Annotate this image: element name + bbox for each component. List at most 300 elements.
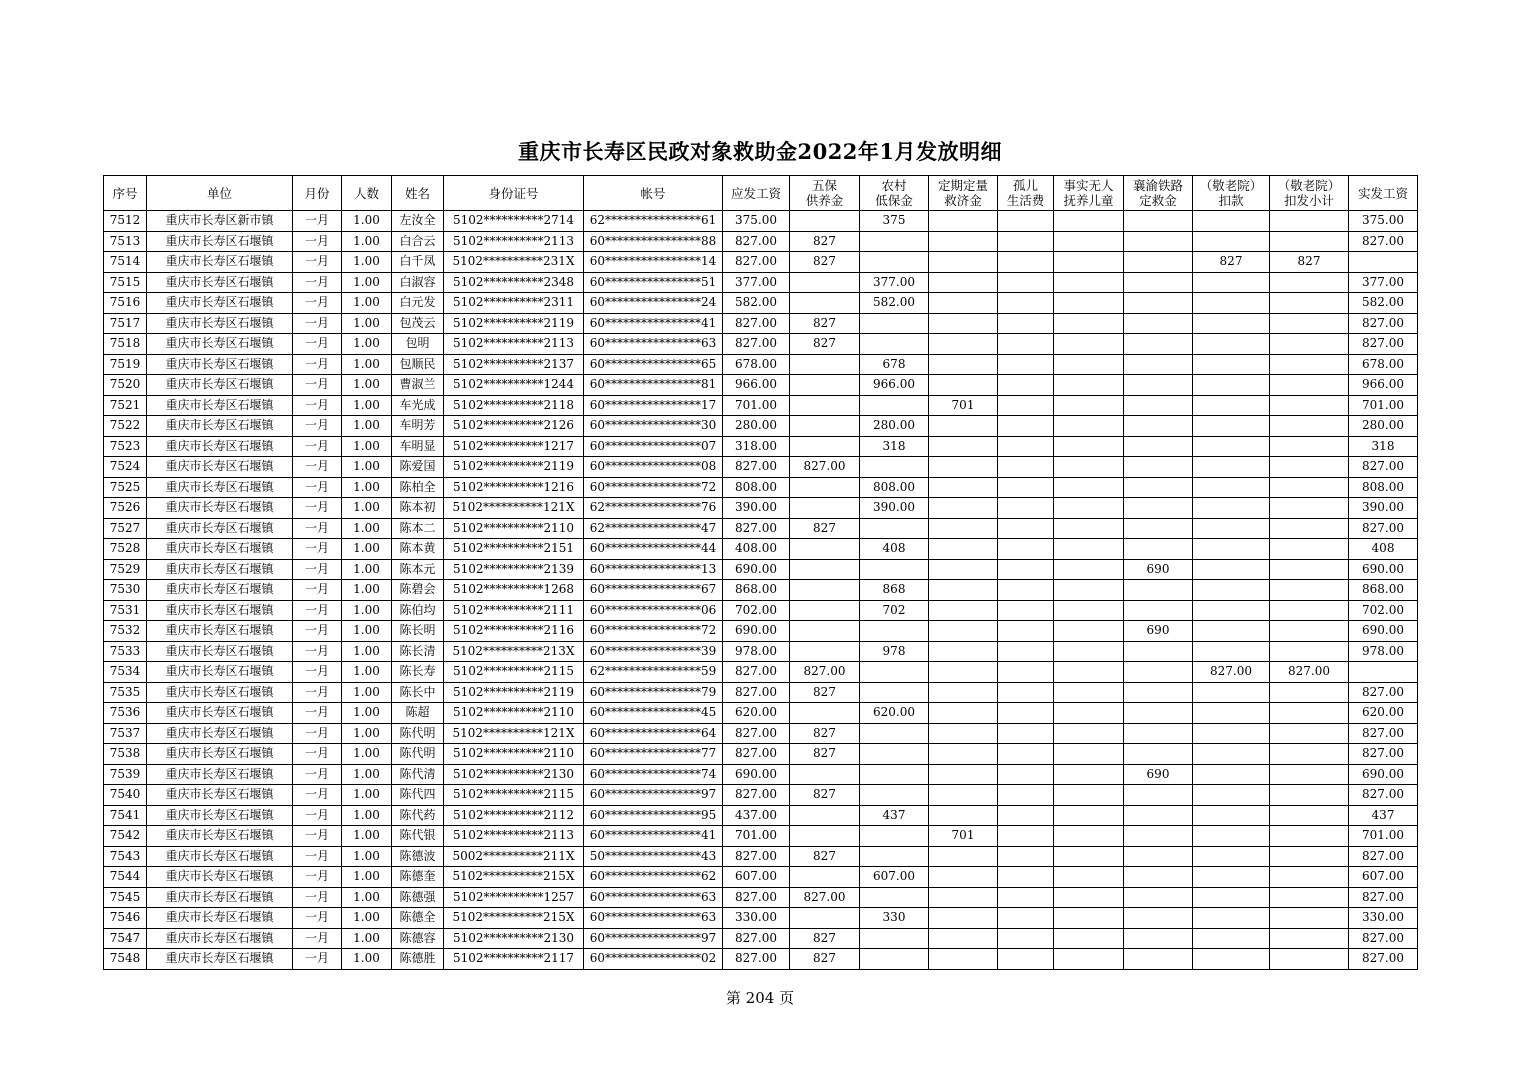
cell-col-net: 690.00 <box>1349 621 1418 642</box>
cell-col-month: 一月 <box>293 539 342 560</box>
cell-col-gross: 690.00 <box>723 621 790 642</box>
cell-col-account: 60****************72 <box>584 621 723 642</box>
cell-col-nursing-subtotal <box>1270 785 1349 806</box>
cell-col-unattended-child <box>1054 703 1124 724</box>
cell-col-regular-relief <box>929 744 998 765</box>
cell-col-name: 陈德奎 <box>392 867 444 888</box>
cell-col-count: 1.00 <box>342 785 392 806</box>
cell-col-id-number: 5102**********1268 <box>444 580 584 601</box>
cell-col-nursing-subtotal <box>1270 764 1349 785</box>
cell-col-seq: 7514 <box>104 252 147 273</box>
cell-col-count: 1.00 <box>342 641 392 662</box>
cell-col-unit: 重庆市长寿区石堰镇 <box>147 600 293 621</box>
cell-col-account: 60****************13 <box>584 559 723 580</box>
cell-col-name: 陈碧会 <box>392 580 444 601</box>
cell-col-regular-relief <box>929 662 998 683</box>
cell-col-id-number: 5002**********211X <box>444 846 584 867</box>
cell-col-nursing-subtotal <box>1270 457 1349 478</box>
cell-col-net: 827.00 <box>1349 682 1418 703</box>
cell-col-nursing-deduct <box>1193 518 1270 539</box>
cell-col-nursing-deduct <box>1193 313 1270 334</box>
cell-col-dibao: 390.00 <box>860 498 929 519</box>
cell-col-unit: 重庆市长寿区石堰镇 <box>147 887 293 908</box>
cell-col-id-number: 5102**********2348 <box>444 272 584 293</box>
cell-col-nursing-subtotal <box>1270 703 1349 724</box>
cell-col-nursing-deduct <box>1193 928 1270 949</box>
cell-col-unattended-child <box>1054 621 1124 642</box>
cell-col-nursing-subtotal <box>1270 293 1349 314</box>
cell-col-gross: 620.00 <box>723 703 790 724</box>
cell-col-unattended-child <box>1054 805 1124 826</box>
table-row <box>104 457 1418 478</box>
cell-col-month: 一月 <box>293 621 342 642</box>
cell-col-gross: 678.00 <box>723 354 790 375</box>
cell-col-name: 左汝全 <box>392 211 444 232</box>
cell-col-unit: 重庆市长寿区石堰镇 <box>147 231 293 252</box>
cell-col-dibao: 582.00 <box>860 293 929 314</box>
cell-col-railway <box>1124 826 1193 847</box>
cell-col-month: 一月 <box>293 887 342 908</box>
cell-col-name: 陈长寿 <box>392 662 444 683</box>
cell-col-account: 62****************76 <box>584 498 723 519</box>
cell-col-account: 60****************97 <box>584 928 723 949</box>
cell-col-seq: 7546 <box>104 908 147 929</box>
cell-col-name: 陈代明 <box>392 723 444 744</box>
table-row <box>104 949 1418 970</box>
cell-col-name: 陈本初 <box>392 498 444 519</box>
cell-col-dibao <box>860 928 929 949</box>
cell-col-month: 一月 <box>293 600 342 621</box>
cell-col-account: 60****************39 <box>584 641 723 662</box>
cell-col-unattended-child <box>1054 231 1124 252</box>
cell-col-account: 60****************63 <box>584 908 723 929</box>
cell-col-account: 60****************08 <box>584 457 723 478</box>
cell-col-orphan <box>998 354 1054 375</box>
cell-col-gross: 701.00 <box>723 826 790 847</box>
cell-col-unattended-child <box>1054 723 1124 744</box>
cell-col-railway <box>1124 395 1193 416</box>
cell-col-net <box>1349 252 1418 273</box>
header-col-seq: 序号 <box>104 176 147 211</box>
cell-col-orphan <box>998 436 1054 457</box>
cell-col-count: 1.00 <box>342 600 392 621</box>
cell-col-count: 1.00 <box>342 457 392 478</box>
cell-col-account: 60****************45 <box>584 703 723 724</box>
cell-col-regular-relief <box>929 723 998 744</box>
cell-col-orphan <box>998 231 1054 252</box>
cell-col-gross: 827.00 <box>723 846 790 867</box>
header-col-nursing-subtotal: （敬老院） 扣发小计 <box>1270 176 1349 211</box>
cell-col-id-number: 5102**********2139 <box>444 559 584 580</box>
cell-col-month: 一月 <box>293 662 342 683</box>
cell-col-dibao: 678 <box>860 354 929 375</box>
cell-col-unit: 重庆市长寿区石堰镇 <box>147 764 293 785</box>
cell-col-month: 一月 <box>293 846 342 867</box>
cell-col-nursing-subtotal <box>1270 272 1349 293</box>
table-row <box>104 662 1418 683</box>
cell-col-month: 一月 <box>293 682 342 703</box>
cell-col-wubao: 827.00 <box>790 662 860 683</box>
cell-col-orphan <box>998 600 1054 621</box>
cell-col-railway <box>1124 334 1193 355</box>
cell-col-name: 陈本二 <box>392 518 444 539</box>
cell-col-railway <box>1124 518 1193 539</box>
cell-col-gross: 827.00 <box>723 785 790 806</box>
cell-col-dibao: 330 <box>860 908 929 929</box>
cell-col-nursing-deduct <box>1193 375 1270 396</box>
cell-col-wubao: 827 <box>790 949 860 970</box>
cell-col-wubao <box>790 293 860 314</box>
cell-col-unattended-child <box>1054 846 1124 867</box>
cell-col-gross: 827.00 <box>723 313 790 334</box>
cell-col-railway <box>1124 231 1193 252</box>
cell-col-id-number: 5102**********2113 <box>444 231 584 252</box>
cell-col-account: 60****************74 <box>584 764 723 785</box>
cell-col-name: 曹淑兰 <box>392 375 444 396</box>
cell-col-seq: 7524 <box>104 457 147 478</box>
table-row <box>104 395 1418 416</box>
cell-col-orphan <box>998 334 1054 355</box>
cell-col-count: 1.00 <box>342 928 392 949</box>
cell-col-nursing-deduct <box>1193 949 1270 970</box>
cell-col-name: 包明 <box>392 334 444 355</box>
cell-col-id-number: 5102**********2116 <box>444 621 584 642</box>
cell-col-gross: 827.00 <box>723 949 790 970</box>
header-col-account: 帐号 <box>584 176 723 211</box>
cell-col-id-number: 5102**********2311 <box>444 293 584 314</box>
cell-col-regular-relief <box>929 477 998 498</box>
cell-col-account: 60****************02 <box>584 949 723 970</box>
cell-col-nursing-deduct <box>1193 436 1270 457</box>
cell-col-count: 1.00 <box>342 518 392 539</box>
cell-col-wubao <box>790 375 860 396</box>
cell-col-name: 包茂云 <box>392 313 444 334</box>
cell-col-seq: 7540 <box>104 785 147 806</box>
cell-col-id-number: 5102**********2110 <box>444 703 584 724</box>
page-number: 第 204 页 <box>725 989 795 1007</box>
cell-col-net: 408 <box>1349 539 1418 560</box>
cell-col-month: 一月 <box>293 293 342 314</box>
cell-col-orphan <box>998 908 1054 929</box>
cell-col-month: 一月 <box>293 334 342 355</box>
cell-col-unattended-child <box>1054 334 1124 355</box>
cell-col-orphan <box>998 518 1054 539</box>
cell-col-railway <box>1124 846 1193 867</box>
cell-col-nursing-deduct <box>1193 785 1270 806</box>
cell-col-regular-relief <box>929 354 998 375</box>
cell-col-seq: 7526 <box>104 498 147 519</box>
cell-col-count: 1.00 <box>342 313 392 334</box>
cell-col-nursing-deduct <box>1193 539 1270 560</box>
table-row <box>104 867 1418 888</box>
cell-col-nursing-subtotal <box>1270 682 1349 703</box>
cell-col-regular-relief <box>929 518 998 539</box>
cell-col-wubao <box>790 867 860 888</box>
cell-col-wubao <box>790 580 860 601</box>
cell-col-account: 50****************43 <box>584 846 723 867</box>
cell-col-account: 62****************61 <box>584 211 723 232</box>
cell-col-name: 陈代药 <box>392 805 444 826</box>
cell-col-nursing-deduct <box>1193 395 1270 416</box>
cell-col-gross: 827.00 <box>723 928 790 949</box>
cell-col-net: 607.00 <box>1349 867 1418 888</box>
cell-col-seq: 7527 <box>104 518 147 539</box>
cell-col-regular-relief <box>929 867 998 888</box>
cell-col-unattended-child <box>1054 395 1124 416</box>
cell-col-regular-relief <box>929 846 998 867</box>
cell-col-month: 一月 <box>293 375 342 396</box>
cell-col-dibao <box>860 621 929 642</box>
header-col-net: 实发工资 <box>1349 176 1418 211</box>
cell-col-account: 60****************81 <box>584 375 723 396</box>
cell-col-railway <box>1124 436 1193 457</box>
cell-col-unattended-child <box>1054 662 1124 683</box>
cell-col-dibao <box>860 723 929 744</box>
cell-col-wubao: 827 <box>790 231 860 252</box>
cell-col-month: 一月 <box>293 477 342 498</box>
cell-col-id-number: 5102**********2115 <box>444 662 584 683</box>
cell-col-regular-relief <box>929 908 998 929</box>
cell-col-regular-relief <box>929 272 998 293</box>
cell-col-wubao: 827 <box>790 785 860 806</box>
cell-col-dibao: 808.00 <box>860 477 929 498</box>
cell-col-gross: 827.00 <box>723 723 790 744</box>
cell-col-unit: 重庆市长寿区石堰镇 <box>147 846 293 867</box>
cell-col-account: 60****************30 <box>584 416 723 437</box>
cell-col-account: 60****************67 <box>584 580 723 601</box>
cell-col-wubao: 827 <box>790 928 860 949</box>
cell-col-wubao <box>790 764 860 785</box>
cell-col-unattended-child <box>1054 785 1124 806</box>
cell-col-unattended-child <box>1054 211 1124 232</box>
cell-col-id-number: 5102**********2111 <box>444 600 584 621</box>
cell-col-count: 1.00 <box>342 662 392 683</box>
cell-col-unit: 重庆市长寿区石堰镇 <box>147 518 293 539</box>
cell-col-nursing-deduct <box>1193 416 1270 437</box>
cell-col-unit: 重庆市长寿区新市镇 <box>147 211 293 232</box>
cell-col-net: 966.00 <box>1349 375 1418 396</box>
cell-col-id-number: 5102**********121X <box>444 498 584 519</box>
cell-col-wubao: 827.00 <box>790 887 860 908</box>
cell-col-railway: 690 <box>1124 764 1193 785</box>
cell-col-name: 陈本黄 <box>392 539 444 560</box>
cell-col-nursing-deduct <box>1193 908 1270 929</box>
cell-col-nursing-subtotal <box>1270 395 1349 416</box>
cell-col-id-number: 5102**********2113 <box>444 826 584 847</box>
cell-col-railway <box>1124 723 1193 744</box>
cell-col-orphan <box>998 703 1054 724</box>
cell-col-unattended-child <box>1054 293 1124 314</box>
table-row <box>104 805 1418 826</box>
cell-col-account: 60****************17 <box>584 395 723 416</box>
cell-col-regular-relief <box>929 334 998 355</box>
cell-col-count: 1.00 <box>342 559 392 580</box>
cell-col-account: 62****************59 <box>584 662 723 683</box>
cell-col-unattended-child <box>1054 600 1124 621</box>
cell-col-railway <box>1124 375 1193 396</box>
cell-col-railway <box>1124 580 1193 601</box>
cell-col-unattended-child <box>1054 949 1124 970</box>
cell-col-id-number: 5102**********2151 <box>444 539 584 560</box>
cell-col-nursing-deduct <box>1193 498 1270 519</box>
cell-col-month: 一月 <box>293 641 342 662</box>
cell-col-name: 白合云 <box>392 231 444 252</box>
cell-col-dibao <box>860 662 929 683</box>
cell-col-dibao <box>860 887 929 908</box>
cell-col-regular-relief <box>929 641 998 662</box>
cell-col-name: 陈德容 <box>392 928 444 949</box>
cell-col-count: 1.00 <box>342 395 392 416</box>
cell-col-dibao: 280.00 <box>860 416 929 437</box>
cell-col-regular-relief <box>929 785 998 806</box>
cell-col-month: 一月 <box>293 313 342 334</box>
cell-col-railway <box>1124 867 1193 888</box>
cell-col-orphan <box>998 375 1054 396</box>
cell-col-count: 1.00 <box>342 436 392 457</box>
cell-col-net: 978.00 <box>1349 641 1418 662</box>
cell-col-gross: 330.00 <box>723 908 790 929</box>
cell-col-railway <box>1124 703 1193 724</box>
cell-col-seq: 7548 <box>104 949 147 970</box>
cell-col-unit: 重庆市长寿区石堰镇 <box>147 949 293 970</box>
cell-col-id-number: 5102**********215X <box>444 908 584 929</box>
cell-col-month: 一月 <box>293 559 342 580</box>
header-col-count: 人数 <box>342 176 392 211</box>
cell-col-regular-relief <box>929 375 998 396</box>
cell-col-seq: 7537 <box>104 723 147 744</box>
cell-col-orphan <box>998 621 1054 642</box>
cell-col-nursing-deduct <box>1193 272 1270 293</box>
cell-col-dibao: 377.00 <box>860 272 929 293</box>
cell-col-nursing-subtotal <box>1270 908 1349 929</box>
cell-col-dibao: 868 <box>860 580 929 601</box>
cell-col-gross: 827.00 <box>723 252 790 273</box>
cell-col-unattended-child <box>1054 498 1124 519</box>
cell-col-nursing-deduct <box>1193 723 1270 744</box>
cell-col-wubao <box>790 211 860 232</box>
cell-col-seq: 7532 <box>104 621 147 642</box>
cell-col-net: 701.00 <box>1349 826 1418 847</box>
cell-col-count: 1.00 <box>342 334 392 355</box>
cell-col-seq: 7513 <box>104 231 147 252</box>
cell-col-gross: 808.00 <box>723 477 790 498</box>
cell-col-seq: 7520 <box>104 375 147 396</box>
cell-col-seq: 7512 <box>104 211 147 232</box>
cell-col-account: 60****************14 <box>584 252 723 273</box>
cell-col-seq: 7538 <box>104 744 147 765</box>
cell-col-orphan <box>998 395 1054 416</box>
cell-col-railway <box>1124 416 1193 437</box>
cell-col-month: 一月 <box>293 231 342 252</box>
cell-col-name: 陈长中 <box>392 682 444 703</box>
cell-col-railway <box>1124 682 1193 703</box>
cell-col-seq: 7534 <box>104 662 147 683</box>
cell-col-name: 陈代银 <box>392 826 444 847</box>
cell-col-month: 一月 <box>293 949 342 970</box>
cell-col-count: 1.00 <box>342 908 392 929</box>
cell-col-dibao <box>860 518 929 539</box>
cell-col-orphan <box>998 949 1054 970</box>
cell-col-dibao <box>860 764 929 785</box>
cell-col-dibao: 607.00 <box>860 867 929 888</box>
cell-col-unattended-child <box>1054 313 1124 334</box>
cell-col-unattended-child <box>1054 354 1124 375</box>
cell-col-name: 白淑容 <box>392 272 444 293</box>
cell-col-gross: 701.00 <box>723 395 790 416</box>
cell-col-nursing-deduct <box>1193 293 1270 314</box>
cell-col-nursing-deduct <box>1193 764 1270 785</box>
cell-col-wubao <box>790 559 860 580</box>
cell-col-count: 1.00 <box>342 867 392 888</box>
cell-col-id-number: 5102**********2117 <box>444 949 584 970</box>
cell-col-regular-relief <box>929 498 998 519</box>
cell-col-wubao <box>790 416 860 437</box>
cell-col-dibao <box>860 826 929 847</box>
cell-col-railway <box>1124 539 1193 560</box>
table-row <box>104 231 1418 252</box>
cell-col-orphan <box>998 887 1054 908</box>
cell-col-wubao <box>790 272 860 293</box>
cell-col-unit: 重庆市长寿区石堰镇 <box>147 354 293 375</box>
cell-col-railway <box>1124 252 1193 273</box>
table-row <box>104 539 1418 560</box>
cell-col-nursing-deduct <box>1193 334 1270 355</box>
cell-col-name: 陈本元 <box>392 559 444 580</box>
cell-col-nursing-subtotal <box>1270 477 1349 498</box>
header-col-railway: 襄渝铁路 定救金 <box>1124 176 1193 211</box>
cell-col-count: 1.00 <box>342 498 392 519</box>
cell-col-nursing-deduct <box>1193 826 1270 847</box>
cell-col-gross: 582.00 <box>723 293 790 314</box>
cell-col-wubao <box>790 436 860 457</box>
cell-col-net: 827.00 <box>1349 949 1418 970</box>
cell-col-wubao <box>790 805 860 826</box>
cell-col-month: 一月 <box>293 928 342 949</box>
cell-col-nursing-subtotal <box>1270 231 1349 252</box>
cell-col-month: 一月 <box>293 867 342 888</box>
cell-col-account: 60****************79 <box>584 682 723 703</box>
cell-col-unit: 重庆市长寿区石堰镇 <box>147 682 293 703</box>
cell-col-account: 60****************44 <box>584 539 723 560</box>
cell-col-month: 一月 <box>293 457 342 478</box>
cell-col-seq: 7544 <box>104 867 147 888</box>
cell-col-orphan <box>998 682 1054 703</box>
cell-col-wubao <box>790 600 860 621</box>
cell-col-regular-relief <box>929 928 998 949</box>
cell-col-railway <box>1124 498 1193 519</box>
cell-col-name: 陈代清 <box>392 764 444 785</box>
cell-col-nursing-subtotal <box>1270 621 1349 642</box>
cell-col-month: 一月 <box>293 908 342 929</box>
cell-col-count: 1.00 <box>342 477 392 498</box>
cell-col-count: 1.00 <box>342 375 392 396</box>
cell-col-gross: 702.00 <box>723 600 790 621</box>
cell-col-wubao <box>790 477 860 498</box>
cell-col-account: 60****************63 <box>584 334 723 355</box>
cell-col-orphan <box>998 539 1054 560</box>
cell-col-month: 一月 <box>293 703 342 724</box>
cell-col-regular-relief <box>929 703 998 724</box>
cell-col-nursing-subtotal <box>1270 354 1349 375</box>
cell-col-count: 1.00 <box>342 621 392 642</box>
cell-col-id-number: 5102**********2110 <box>444 744 584 765</box>
cell-col-count: 1.00 <box>342 293 392 314</box>
cell-col-seq: 7542 <box>104 826 147 847</box>
cell-col-nursing-subtotal <box>1270 805 1349 826</box>
cell-col-nursing-deduct <box>1193 621 1270 642</box>
cell-col-net: 827.00 <box>1349 928 1418 949</box>
cell-col-regular-relief <box>929 764 998 785</box>
